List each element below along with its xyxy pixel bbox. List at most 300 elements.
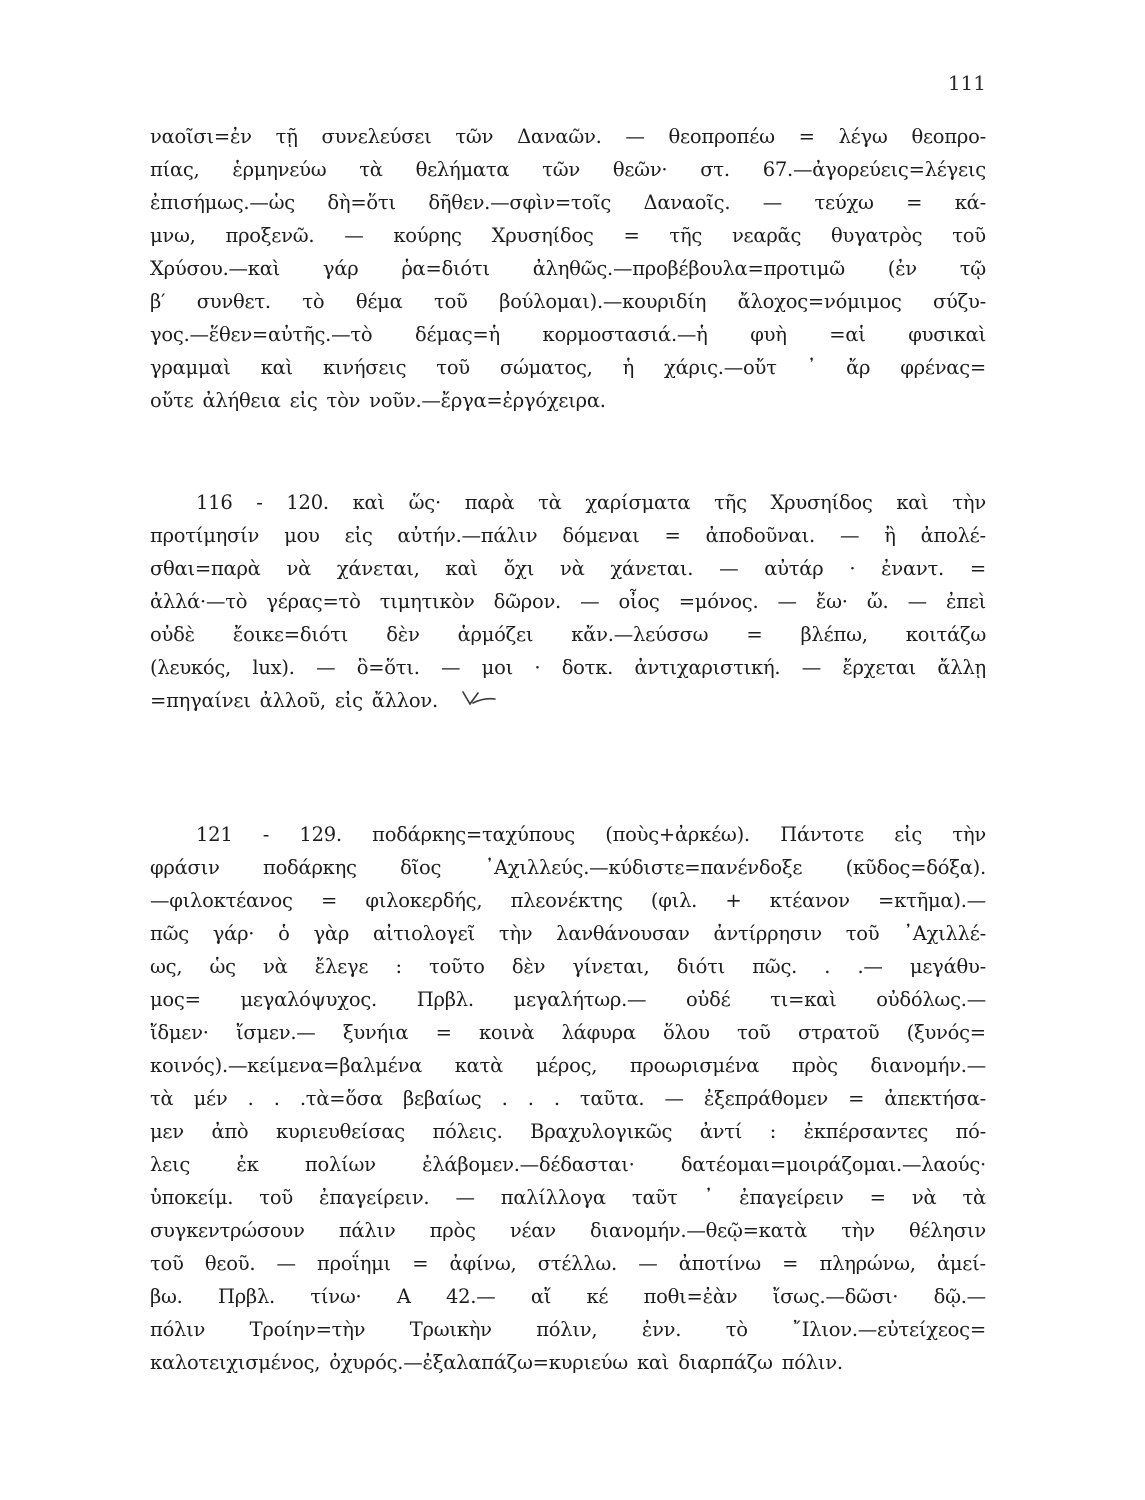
word: πόλεις. [432, 1120, 503, 1143]
word: κοινὰ [478, 1021, 535, 1044]
word: νὰ [263, 955, 288, 978]
word: ᾽Αχιλλέ- [903, 922, 986, 945]
word: θεοπρο- [911, 125, 986, 148]
word: ἐπισήμως.—ὡς [150, 191, 295, 214]
word: στρατοῦ [797, 1021, 880, 1044]
text-line [150, 486, 986, 519]
word: κυριευθείσας [275, 1120, 405, 1143]
word: ἄλλον. [371, 689, 438, 712]
word: κούρης [393, 224, 462, 247]
word: δὲν [511, 955, 546, 978]
word: ταῦτα. [579, 1087, 645, 1110]
word: ἀληθῶς.—προβέβουλα=προτιμῶ [532, 257, 845, 280]
word: πῶς [150, 922, 189, 945]
word: μεγαλόψυχος. [240, 988, 377, 1011]
text-line [150, 120, 986, 153]
word: Πρβλ. [217, 1285, 276, 1308]
word: οὔτε [150, 389, 194, 412]
word: πῶς. [752, 955, 798, 978]
word: γος.—ἕθεν=αὐτῆς.—τὸ [150, 323, 373, 346]
word: συνελεύσει [321, 125, 432, 148]
word: τὰ [962, 1186, 986, 1209]
word: θυγατρὸς [831, 224, 923, 247]
word: Τροίην=τὴν [249, 1318, 366, 1341]
word: — [316, 656, 336, 679]
text-line [150, 1049, 986, 1082]
word: = [869, 1186, 886, 1209]
word: — [801, 656, 821, 679]
word: Βραχυλογικῶς [530, 1120, 673, 1143]
text-line [150, 851, 986, 884]
word: βεβαίως [402, 1087, 482, 1110]
word: (φιλ. [650, 889, 698, 912]
word: τοῦ [845, 922, 880, 945]
word: — [344, 224, 364, 247]
word: τοῦ [259, 1186, 293, 1209]
text-line [150, 950, 986, 983]
word: κατὰ [454, 1054, 503, 1077]
word: lux). [252, 656, 295, 679]
word: τῷ [959, 257, 986, 280]
word: προτίμησίν [150, 524, 260, 547]
word: δῶρον. [493, 590, 562, 613]
word: νὰ [286, 557, 311, 580]
word: ἀλλοῦ, [259, 689, 326, 712]
text-line [150, 552, 986, 585]
word: ἀντίρρησιν [713, 922, 822, 945]
word: ἀποδοῦναι. [705, 524, 815, 547]
word: — [455, 1186, 475, 1209]
word: . [501, 1087, 508, 1110]
word: =κτῆμα).— [878, 889, 986, 912]
word: 116 [196, 491, 233, 514]
word: θεῶν· [612, 158, 668, 181]
word: ἁρμόζει [457, 623, 534, 646]
text-line [150, 351, 986, 384]
word: τι=καὶ [770, 988, 837, 1011]
word: φυὴ [750, 323, 787, 346]
word: τοῦ [952, 224, 986, 247]
word: τῇ [275, 125, 298, 148]
word: προξενῶ. [225, 224, 315, 247]
word: Χρύσου.—καὶ [150, 257, 281, 280]
word: ἀμεί- [936, 1252, 986, 1275]
word: 129. [299, 823, 342, 846]
word: ἢ [884, 524, 896, 547]
word: διανομήν.—θεῷ=κατὰ [590, 1219, 807, 1242]
word: ὃ=ὅτι. [356, 656, 420, 679]
word: τὸ [302, 290, 325, 313]
word: τεύχω [814, 191, 874, 214]
word: τῶν [542, 158, 580, 181]
word: 120. [286, 491, 329, 514]
word: = [435, 1021, 452, 1044]
text-line [150, 384, 986, 417]
word: καὶ [260, 356, 293, 379]
commentary-paragraph-1 [150, 120, 986, 417]
text-line [150, 1214, 986, 1247]
word: καὶ [352, 491, 385, 514]
text-line [150, 519, 986, 552]
word: δέμας=ἡ [415, 323, 500, 346]
word: θελήματα [415, 158, 510, 181]
text-line [150, 1082, 986, 1115]
word: ἴδμεν· [150, 1021, 209, 1044]
word: Δαναῶν. [517, 125, 602, 148]
text-line [150, 1280, 986, 1313]
word: χάνεται. [610, 557, 694, 580]
word: — [441, 656, 461, 679]
word: σθαι=παρὰ [150, 557, 261, 580]
word: ἀποτίνω [678, 1252, 761, 1275]
word: τὴν [841, 1219, 875, 1242]
text-line [150, 983, 986, 1016]
word: Πάντοτε [780, 823, 864, 846]
word: χάρις.—οὔτ [664, 356, 777, 379]
word: πίας, [150, 158, 200, 181]
word: ξυνήια [342, 1021, 409, 1044]
word: ἀντιχαριστική. [634, 656, 781, 679]
word: = [969, 557, 986, 580]
text-line [150, 252, 986, 285]
word: λάφυρα [561, 1021, 636, 1044]
word: δὲν [386, 623, 420, 646]
word: δῆθεν.—σφὶν=τοῖς [428, 191, 612, 214]
word: . [824, 955, 831, 978]
word: ἀφίνω, [449, 1252, 517, 1275]
text-line [150, 153, 986, 186]
word: μος= [150, 988, 201, 1011]
word: — [580, 590, 600, 613]
word: μέρος, [535, 1054, 598, 1077]
word: Χρυσηίδος [770, 491, 873, 514]
word: αἴ [530, 1285, 552, 1308]
word: ἀλήθεια [202, 389, 281, 412]
word: ὡς [209, 955, 236, 978]
word: (ξυνός= [906, 1021, 986, 1044]
word: ταῦτ [631, 1186, 678, 1209]
word: ἔλεγε [314, 955, 369, 978]
commentary-paragraph-2 [150, 486, 986, 717]
word: . [273, 1087, 280, 1110]
text-line [150, 884, 986, 917]
word: μεγαλήτωρ.— [513, 988, 647, 1011]
word: ἐπαγείρειν [739, 1186, 844, 1209]
word: (ποὺς+ἀρκέω). [605, 823, 750, 846]
word: προΐημι [317, 1252, 391, 1275]
word: ὄχι [503, 557, 535, 580]
word: παρὰ [464, 491, 515, 514]
word: ἴσμεν.— [236, 1021, 316, 1044]
word: πολίων [304, 1153, 376, 1176]
word: τιμητικὸν [379, 590, 475, 613]
word: — [719, 557, 739, 580]
word: παλίλλογα [500, 1186, 606, 1209]
word: συνθετ. [196, 290, 271, 313]
word: ἑρμηνεύω [232, 158, 327, 181]
word: μεγάθυ- [909, 955, 986, 978]
word: = [746, 623, 763, 646]
word: — [638, 1252, 658, 1275]
word: ἐναντ. [881, 557, 944, 580]
word: φυσικαὶ [908, 323, 986, 346]
word: (κῦδος=δόξα). [845, 856, 986, 879]
word: πληρώνω, [819, 1252, 916, 1275]
word: γίνεται, [572, 955, 650, 978]
word: κά- [954, 191, 986, 214]
word: μεν [150, 1120, 184, 1143]
word: · [849, 557, 856, 580]
word: ὁ [278, 922, 290, 945]
word: τοῦ [436, 356, 470, 379]
word: πόλιν [150, 1318, 206, 1341]
word: διότι [676, 955, 726, 978]
word: λανθάνουσαν [556, 922, 690, 945]
word: κέ [586, 1285, 609, 1308]
word: νέαν [509, 1219, 556, 1242]
word: τίνω· [310, 1285, 362, 1308]
word: ποθι=ἐὰν [643, 1285, 738, 1308]
word: διαρπάζω [678, 1351, 773, 1374]
word: τὰ [538, 491, 562, 514]
word: ὑποκείμ. [150, 1186, 234, 1209]
word: διανομήν.— [870, 1054, 986, 1077]
word: καὶ [636, 1351, 670, 1374]
word: ἐνν. [641, 1318, 682, 1341]
word: καὶ [445, 557, 478, 580]
word: στέλλω. [537, 1252, 617, 1275]
word: =μόνος. [678, 590, 759, 613]
word: δῖος [400, 856, 442, 879]
word: τοῦτο [429, 955, 485, 978]
word: Δαναοῖς. [643, 191, 731, 214]
word: ῎Ιλιον.—εὐτείχεος= [792, 1318, 986, 1341]
word: ἀλλά·—τὸ [150, 590, 248, 613]
word: · [534, 656, 541, 679]
word: τὴν [952, 823, 986, 846]
word: κἄν.—λεύσσω [571, 623, 709, 646]
text-line [150, 1313, 986, 1346]
handwritten-check-mark-icon [461, 687, 497, 707]
word: ἐκ [236, 1153, 259, 1176]
word: κοιτάζω [905, 623, 986, 646]
text-line [150, 585, 986, 618]
word: β′ [150, 290, 166, 313]
word: κοινός).—κείμενα=βαλμένα [150, 1054, 423, 1077]
word: οὐδὲ [150, 623, 195, 646]
word: θεοπροπέω [668, 125, 775, 148]
word: νὰ [911, 1186, 937, 1209]
word: αὐτάρ [764, 557, 824, 580]
word: ἄλοχος=νόμιμος [737, 290, 902, 313]
word: = [664, 524, 681, 547]
page-number: 111 [947, 71, 986, 95]
word: δῷ.— [933, 1285, 986, 1308]
word: - [256, 491, 263, 514]
word: ἐπεὶ [945, 590, 986, 613]
word: ᾽ [703, 1186, 714, 1209]
word: πρὸς [429, 1219, 476, 1242]
word: ᾽ [806, 356, 817, 379]
word: πρὸς [791, 1054, 838, 1077]
word: συγκεντρώσουν [150, 1219, 305, 1242]
word: μοι [481, 656, 513, 679]
word: τὸν [326, 389, 361, 412]
word: εἰς [344, 524, 373, 547]
word: ναοῖσι=ἐν [150, 125, 252, 148]
word: ἀπὸ [211, 1120, 249, 1143]
word: γέρας=τὸ [266, 590, 361, 613]
word: ποδάρκης=ταχύπους [372, 823, 575, 846]
word: = [782, 1252, 799, 1275]
word: ποδάρκης [263, 856, 357, 879]
text-line [150, 1181, 986, 1214]
word: — [762, 191, 782, 214]
word: .— [857, 955, 883, 978]
word: - [262, 823, 270, 846]
word: ὅλου [663, 1021, 710, 1044]
word: αὐτήν.—πάλιν [397, 524, 538, 547]
word: — [777, 590, 797, 613]
word: πό- [955, 1120, 986, 1143]
word: ὥς· [408, 491, 441, 514]
word: θεοῦ. [204, 1252, 256, 1275]
word: οὐδέ [686, 988, 731, 1011]
word: νὰ [560, 557, 585, 580]
word: 121 [196, 823, 233, 846]
word: γάρ· [212, 922, 255, 945]
word: χαρίσματα [585, 491, 691, 514]
word: λεις [150, 1153, 191, 1176]
word: (ἐν [887, 257, 917, 280]
word: τὰ [150, 1087, 174, 1110]
text-line [150, 1247, 986, 1280]
word: = [848, 1087, 865, 1110]
word: τὰ [359, 158, 383, 181]
text-line [150, 1148, 986, 1181]
word: γάρ [322, 257, 359, 280]
word: πλεονέκτης [510, 889, 623, 912]
text-line [150, 1016, 986, 1049]
word: καὶ [896, 491, 929, 514]
word: ἄλλῃ [937, 656, 986, 679]
word: ἡ [622, 356, 635, 379]
word: τὴν [498, 922, 533, 945]
word: τοῦ [434, 290, 468, 313]
word: θέμα [355, 290, 403, 313]
word: ἀπολέ- [920, 524, 986, 547]
word: δόμεναι [562, 524, 640, 547]
word: — [839, 524, 860, 547]
word: οἶος [618, 590, 660, 613]
word: —φιλοκτέανος [150, 889, 293, 912]
word: εἰς [289, 389, 318, 412]
word: νοῦν.—ἔργα=ἐργόχειρα. [369, 389, 606, 412]
word: ἀπεκτήσα- [884, 1087, 986, 1110]
word: ὤ. [866, 590, 889, 613]
word: = [412, 1252, 429, 1275]
word: ἐκπέρσαντες [803, 1120, 929, 1143]
word: ὀχυρός.—ἐξαλαπάζω=κυριεύω [329, 1351, 628, 1374]
word: = [320, 889, 338, 912]
word: + [725, 889, 742, 912]
word: πόλιν, [536, 1318, 598, 1341]
word: 42.— [445, 1285, 496, 1308]
word: εἰς [334, 689, 363, 712]
word: δοτκ. [561, 656, 614, 679]
word: κινήσεις [322, 356, 407, 379]
word: 67.—ἀγορεύεις=λέγεις [762, 158, 986, 181]
text-line [150, 186, 986, 219]
word: μου [284, 524, 320, 547]
word: χάνεται, [336, 557, 420, 580]
word: σώματος, [499, 356, 593, 379]
word: = [798, 125, 815, 148]
word: τῶν [455, 125, 494, 148]
word: πόλιν. [781, 1351, 843, 1374]
word: ἔω· [815, 590, 848, 613]
word: κτέανον [769, 889, 850, 912]
word: δατέομαι=μοιράζομαι.—λαούς· [680, 1153, 986, 1176]
word: φρένας= [900, 356, 986, 379]
word: : [395, 955, 402, 978]
word: ως, [150, 955, 183, 978]
word: ᾽Αχιλλεύς.—κύδιστε=πανένδοξε [484, 856, 803, 879]
word: (λευκός, [150, 656, 231, 679]
word: θέλησιν [909, 1219, 986, 1242]
word: ἐλάβομεν.—δέδασται· [422, 1153, 635, 1176]
word: λέγω [838, 125, 888, 148]
text-line [150, 285, 986, 318]
word: κορμοστασιά.—ἡ [542, 323, 708, 346]
word: — [664, 1087, 684, 1110]
word: βούλομαι).—κουριδίη [499, 290, 707, 313]
word: τῆς [669, 224, 703, 247]
word: ἐξεπράθομεν [703, 1087, 829, 1110]
word: σύζυ- [933, 290, 986, 313]
word: οὐδόλως.— [876, 988, 986, 1011]
text-line [150, 917, 986, 950]
word: αἰτιολογεῖ [372, 922, 475, 945]
text-line [150, 318, 986, 351]
text-line [150, 651, 986, 684]
word: Α [396, 1285, 411, 1308]
word: = [623, 224, 640, 247]
text-line [150, 1115, 986, 1148]
word: . [247, 1087, 254, 1110]
word: Χρυσηίδος [491, 224, 594, 247]
word: ἄρ [846, 356, 871, 379]
word: : [769, 1120, 777, 1143]
word: τὸ [725, 1318, 748, 1341]
word: . [553, 1087, 560, 1110]
word: φιλοκερδής, [365, 889, 483, 912]
word: = [906, 191, 923, 214]
word: ἔρχεται [842, 656, 917, 679]
word: ῥα=διότι [401, 257, 490, 280]
word: γραμμαὶ [150, 356, 231, 379]
word: προωρισμένα [629, 1054, 760, 1077]
word: ἀντί [699, 1120, 743, 1143]
word: μνω, [150, 224, 196, 247]
word: γὰρ [313, 922, 350, 945]
word: τῆς [714, 491, 747, 514]
commentary-paragraph-3 [150, 818, 986, 1379]
text-line [150, 219, 986, 252]
word: δὴ=ὅτι [327, 191, 396, 214]
word: φράσιν [150, 856, 220, 879]
word: — [625, 125, 645, 148]
